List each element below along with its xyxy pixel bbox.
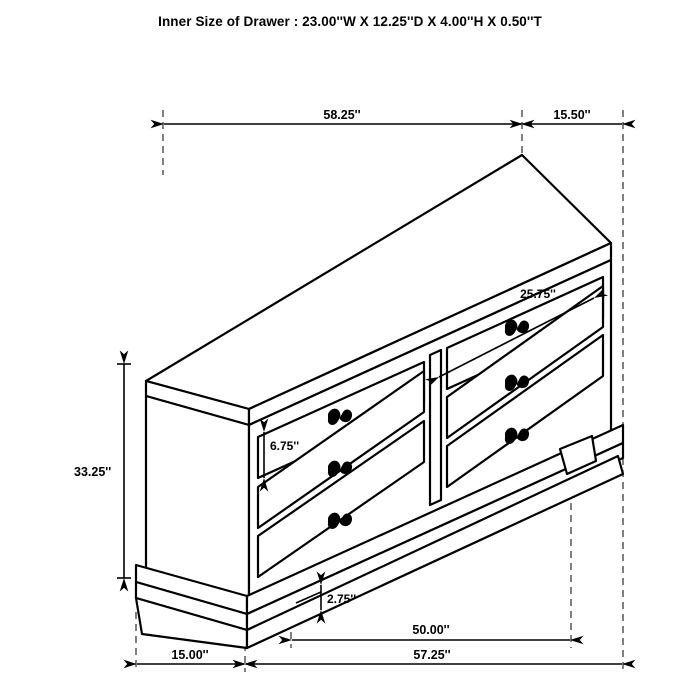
page-title: Inner Size of Drawer : 23.00''W X 12.25''D X 4.00''H X 0.50''T [158, 14, 542, 29]
dim-depth-left [137, 648, 244, 664]
dim-overall-height [74, 364, 131, 578]
dim-label-25-75: 25.75'' [520, 287, 556, 301]
dim-label-15-00: 15.00'' [171, 648, 209, 662]
dresser-illustration [136, 155, 623, 648]
dresser-left-side [146, 396, 249, 600]
dim-label-58-25: 58.25'' [323, 108, 361, 122]
dim-base-width-inner [292, 623, 570, 640]
dim-top-width-main [164, 108, 521, 124]
dim-top-width-right [523, 108, 622, 124]
dim-label-57-25: 57.25'' [413, 648, 451, 662]
dim-label-6-75: 6.75'' [270, 439, 300, 453]
dim-label-33-25: 33.25'' [74, 465, 112, 479]
dim-label-2-75: 2.75'' [327, 592, 357, 606]
dim-bottom-width-main [246, 648, 622, 664]
drawer-divider-vertical [430, 350, 441, 505]
dim-label-50-00: 50.00'' [412, 623, 450, 637]
dim-label-15-50: 15.50'' [553, 108, 591, 122]
